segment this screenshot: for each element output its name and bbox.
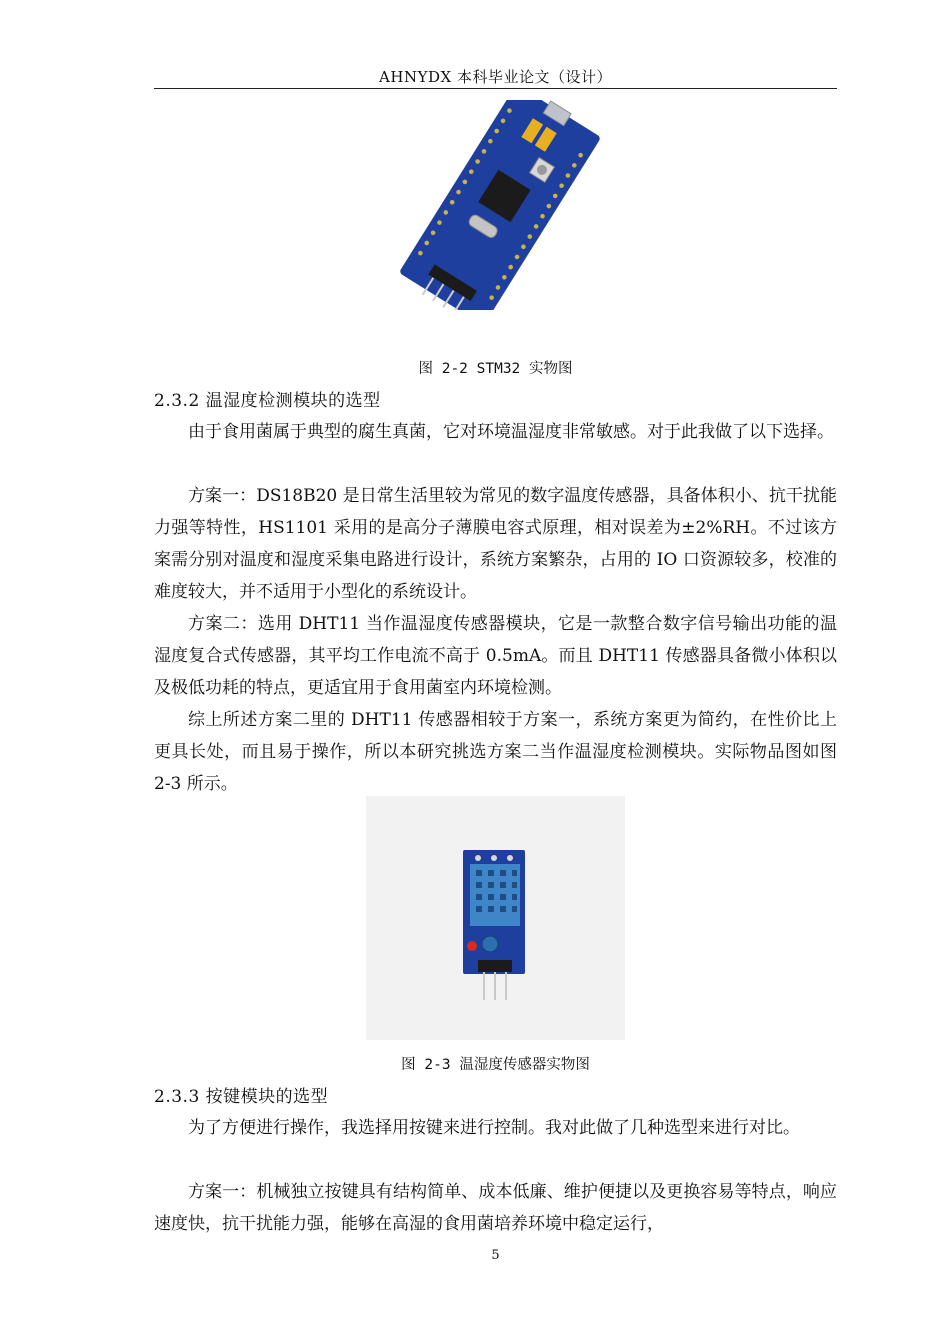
figure-caption: 图 2-3 温湿度传感器实物图 xyxy=(401,1057,590,1073)
page-header: AHNYDX 本科毕业论文（设计） xyxy=(379,68,612,86)
body-paragraph: 为了方便进行操作，我选择用按键来进行控制。我对此做了几种选型来进行对比。 xyxy=(188,1118,800,1138)
body-paragraph: 方案一：DS18B20 是日常生活里较为常见的数字温度传感器，具备体积小、抗干扰能力强等特性，HS1101 采用的是高分子薄膜电容式原理，相对误差为±2%RH。不过该方案需分别对温度和湿度采集电路进行设计，系统方案繁杂，占用的 IO 口资源较多，校准的难度较大，并不适用于小型化的系统设计。 xyxy=(154,486,837,602)
body-paragraph: 方案二：选用 DHT11 当作温湿度传感器模块，它是一款整合数字信号输出功能的温湿度复合式传感器，其平均工作电流不高于 0.5mA。而且 DHT11 传感器具备微小体积以及极低功耗的特点，更适宜用于食用菌室内环境检测。 xyxy=(154,614,837,698)
figure-caption: 图 2-2 STM32 实物图 xyxy=(418,361,573,377)
header-rule xyxy=(154,88,837,89)
body-paragraph: 由于食用菌属于典型的腐生真菌，它对环境温湿度非常敏感。对于此我做了以下选择。 xyxy=(188,422,834,442)
body-paragraph: 综上所述方案二里的 DHT11 传感器相较于方案一，系统方案更为简约，在性价比上更具长处，而且易于操作，所以本研究挑选方案二当作温湿度检测模块。实际物品图如图 2-3 所示。 xyxy=(154,710,837,794)
page-number: 5 xyxy=(491,1248,500,1263)
body-paragraph: 方案一：机械独立按键具有结构简单、成本低廉、维护便捷以及更换容易等特点，响应速度快，抗干扰能力强，能够在高湿的食用菌培养环境中稳定运行， xyxy=(154,1182,837,1234)
stm32-board-photo-icon xyxy=(398,100,603,310)
dht11-sensor-photo-icon xyxy=(366,796,625,1040)
section-heading: 2.3.3 按键模块的选型 xyxy=(154,1087,329,1107)
section-heading: 2.3.2 温湿度检测模块的选型 xyxy=(154,391,381,411)
